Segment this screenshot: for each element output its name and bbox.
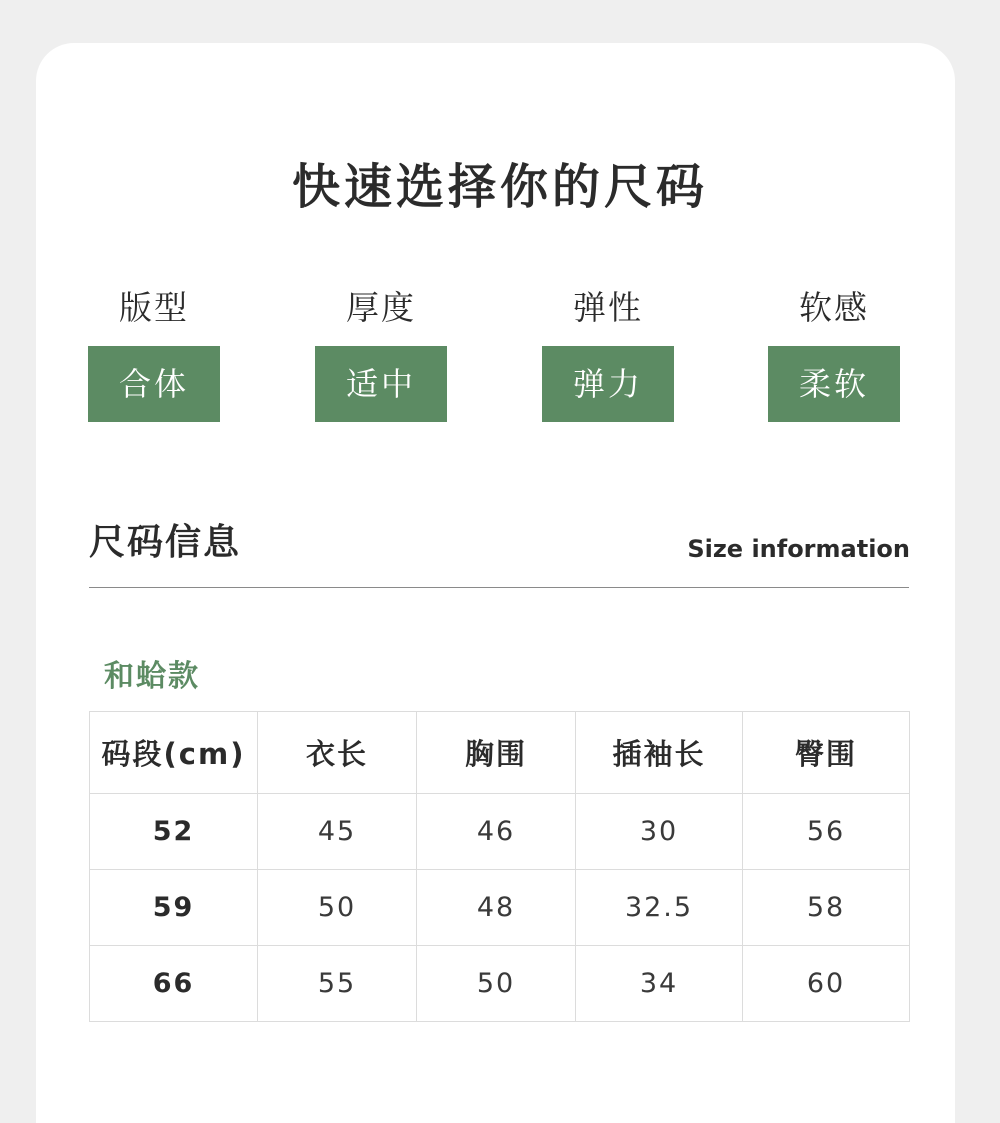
table-cell: 48: [417, 870, 576, 946]
table-cell: 46: [417, 794, 576, 870]
table-row: [90, 794, 910, 870]
table-cell: 55: [258, 946, 417, 1022]
table-cell: 60: [743, 946, 910, 1022]
table-cell: 30: [576, 794, 743, 870]
table-cell: 45: [258, 794, 417, 870]
section-subtitle: Size information: [687, 535, 910, 563]
attribute-label: 版型: [119, 288, 189, 327]
attribute-value-badge: 合体: [88, 346, 220, 422]
table-header-cell: 臀围: [743, 712, 910, 794]
attribute-softness: [768, 282, 900, 422]
table-cell: 50: [258, 870, 417, 946]
table-cell: 66: [90, 946, 258, 1022]
table-header-cell: 插袖长: [576, 712, 743, 794]
attribute-label: 软感: [799, 288, 869, 327]
attribute-fit: [88, 282, 220, 422]
attribute-label: 厚度: [346, 288, 416, 327]
section-title: 尺码信息: [89, 522, 242, 563]
table-header-cell: 胸围: [417, 712, 576, 794]
attribute-thickness: [315, 282, 447, 422]
table-header-row: [90, 712, 910, 794]
table-cell: 56: [743, 794, 910, 870]
size-table: [89, 711, 910, 1022]
table-row: [90, 870, 910, 946]
attribute-value-badge: 弹力: [542, 346, 674, 422]
table-row: [90, 946, 910, 1022]
section-divider: [89, 587, 909, 588]
table-cell: 32.5: [576, 870, 743, 946]
attribute-elasticity: [542, 282, 674, 422]
table-header-cell: 码段(cm): [90, 712, 258, 794]
table-cell: 34: [576, 946, 743, 1022]
attribute-value-badge: 适中: [315, 346, 447, 422]
table-cell: 58: [743, 870, 910, 946]
table-cell: 52: [90, 794, 258, 870]
style-name: 和蛤款: [104, 659, 200, 694]
attribute-value-badge: 柔软: [768, 346, 900, 422]
table-header-cell: 衣长: [258, 712, 417, 794]
attribute-label: 弹性: [573, 288, 643, 327]
table-cell: 59: [90, 870, 258, 946]
table-cell: 50: [417, 946, 576, 1022]
page-title: 快速选择你的尺码: [291, 159, 708, 215]
